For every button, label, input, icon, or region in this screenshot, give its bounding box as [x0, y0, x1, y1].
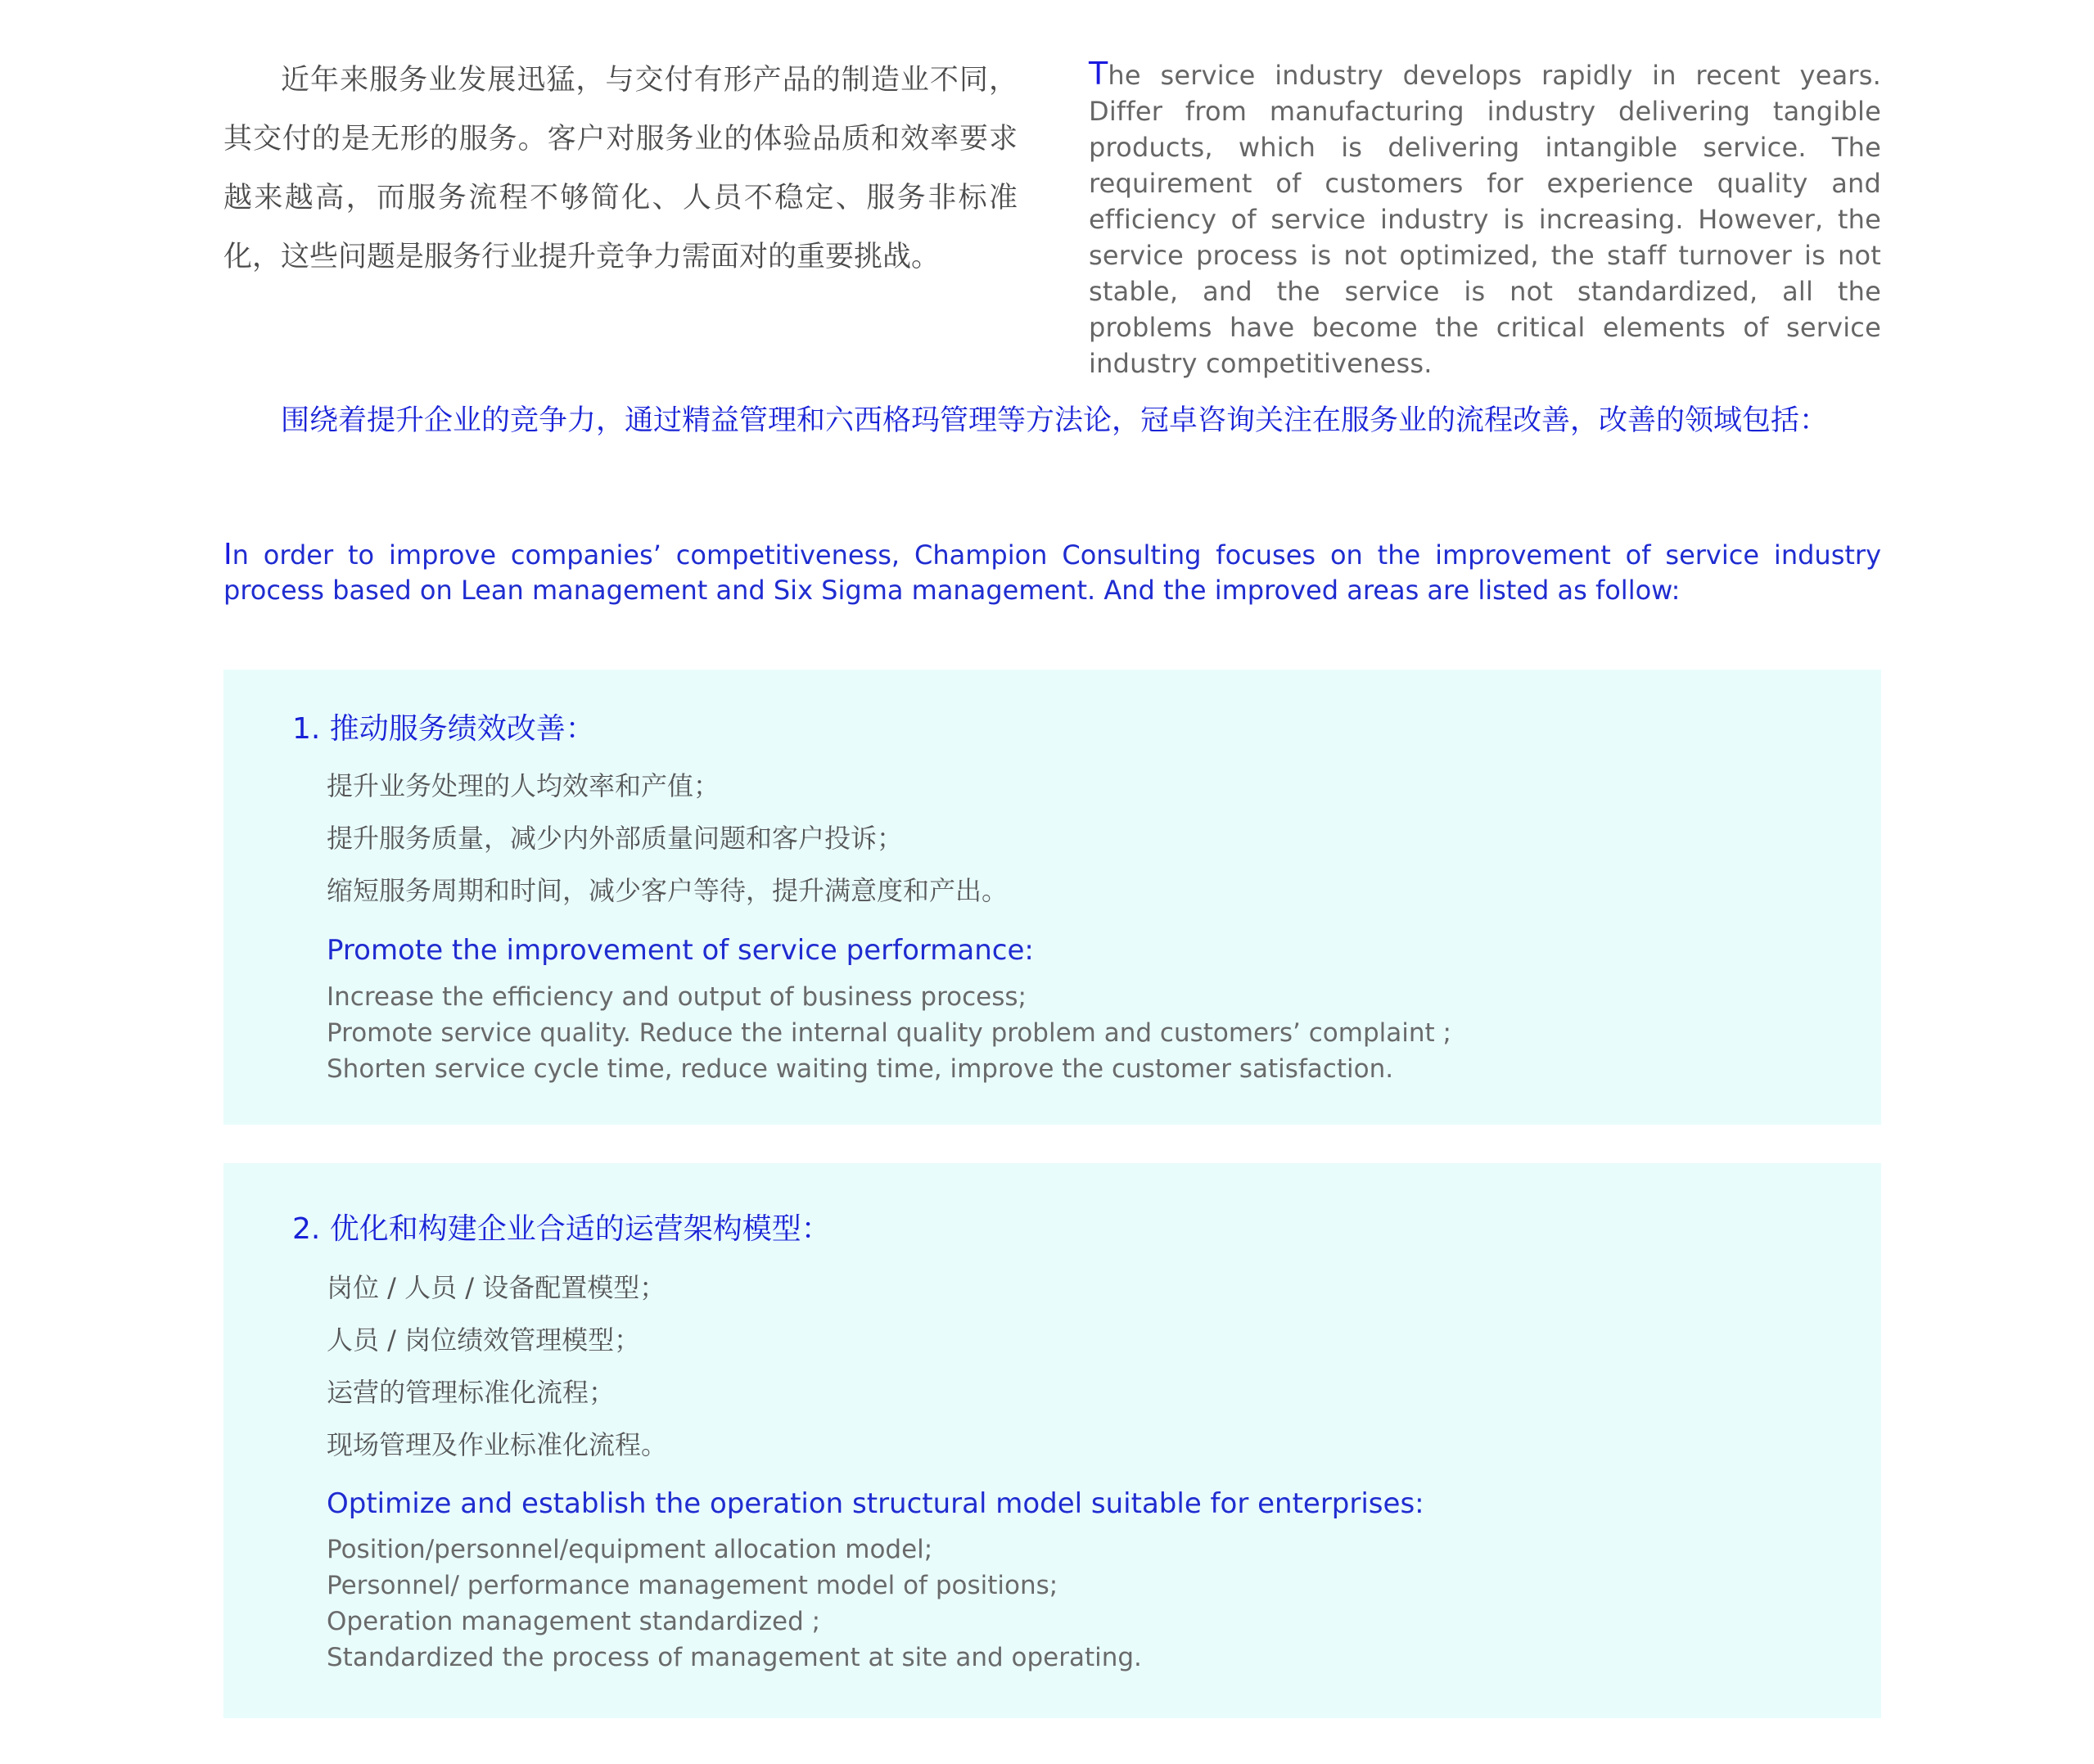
- intro-english-paragraph: [1089, 56, 1881, 381]
- list-item: 运营的管理标准化流程；: [327, 1377, 616, 1408]
- list-item: Increase the efficiency and output of business process;: [327, 982, 1027, 1012]
- chinese-item-list: [327, 760, 1008, 917]
- section-operation-model: [223, 1163, 1881, 1718]
- list-item: Position/personnel/equipment allocation model;: [327, 1535, 933, 1564]
- list-item: 岗位 / 人员 / 设备配置模型；: [327, 1272, 666, 1303]
- intro-english-text: he service industry develops rapidly in recent years. Differ from manufacturing industry delivering tangible products, which is delivering intangible service. The requirement of customers for experience quality and efficiency of service industry is increasing. However, the service process is not optimized, the staff turnover is not stable, and the service is not standardized, all the problems have become the critical elements of service industry competitiveness.: [1089, 60, 1881, 379]
- focus-english-text: n order to improve companies’ competitiveness, Champion Consulting focuses on the improvement of service industry process based on Lean management and Six Sigma management. And the improved areas are listed as follow:: [223, 539, 1881, 606]
- focus-english-paragraph: [223, 537, 1881, 608]
- focus-chinese-paragraph: 围绕着提升企业的竞争力，通过精益管理和六西格玛管理等方法论，冠卓咨询关注在服务业的流程改善，改善的领域包括：: [281, 404, 1829, 437]
- intro-english-initial: T: [1089, 56, 1108, 92]
- focus-english-initial: I: [223, 538, 232, 571]
- section-service-performance: [223, 670, 1881, 1125]
- list-item: 现场管理及作业标准化流程。: [327, 1429, 668, 1460]
- list-item: 提升服务质量，减少内外部质量问题和客户投诉；: [327, 823, 904, 854]
- english-item-list: [327, 1532, 1142, 1676]
- list-item: Operation management standardized ;: [327, 1607, 821, 1636]
- chinese-item-list: [327, 1261, 667, 1471]
- section-english-title: Optimize and establish the operation structural model suitable for enterprises:: [327, 1487, 1424, 1520]
- list-item: Shorten service cycle time, reduce waiting time, improve the customer satisfaction.: [327, 1054, 1394, 1084]
- list-item: 缩短服务周期和时间，减少客户等待，提升满意度和产出。: [327, 875, 1009, 906]
- list-item: Promote service quality. Reduce the internal quality problem and customers’ complaint ;: [327, 1018, 1451, 1048]
- section-title: 1. 推动服务绩效改善：: [292, 712, 595, 746]
- list-item: 人员 / 岗位绩效管理模型；: [327, 1324, 641, 1356]
- list-item: 提升业务处理的人均效率和产值；: [327, 770, 720, 801]
- list-item: Personnel/ performance management model of positions;: [327, 1571, 1058, 1600]
- section-title: 2. 优化和构建企业合适的运营架构模型：: [292, 1212, 831, 1246]
- english-item-list: [327, 979, 1451, 1087]
- section-english-title: Promote the improvement of service performance:: [327, 934, 1034, 967]
- list-item: Standardized the process of management at site and operating.: [327, 1643, 1142, 1672]
- intro-chinese-paragraph: 近年来服务业发展迅猛，与交付有形产品的制造业不同，其交付的是无形的服务。客户对服务业的体验品质和效率要求越来越高，而服务流程不够简化、人员不稳定、服务非标准化，这些问题是服务行业提升竞争力需面对的重要挑战。: [223, 64, 1018, 273]
